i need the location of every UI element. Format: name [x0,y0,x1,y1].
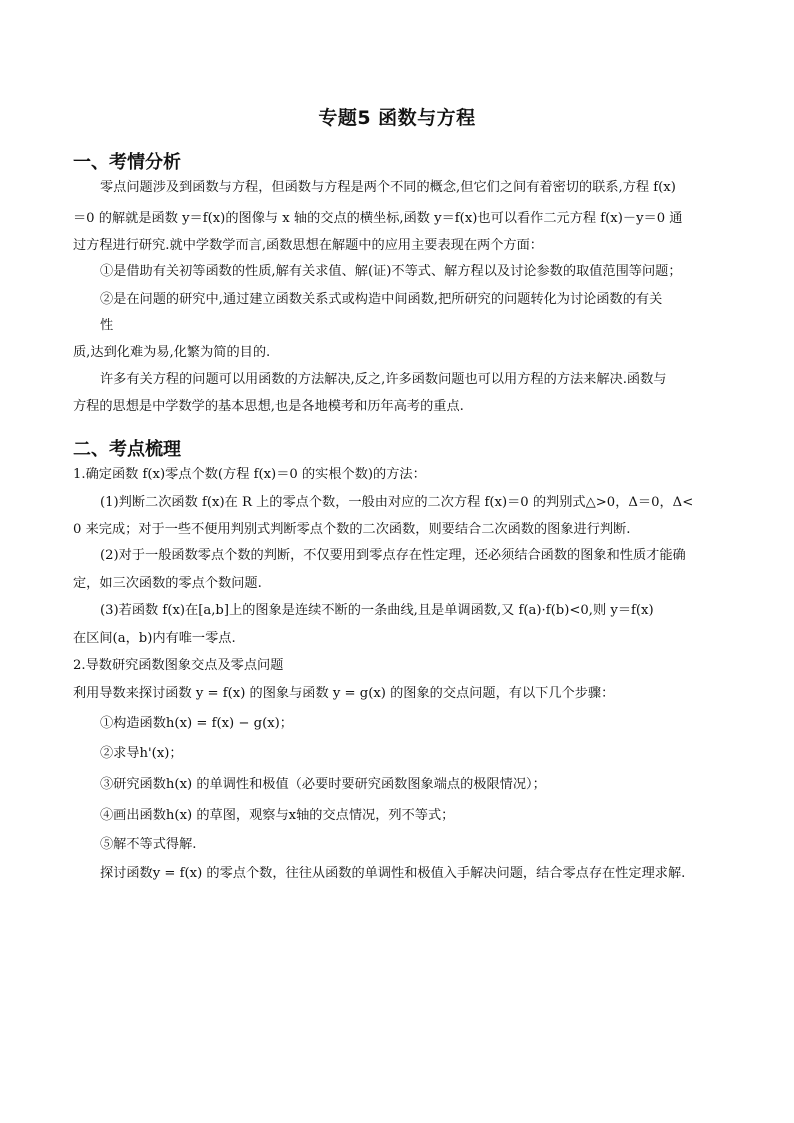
step-item: ②求导h'(x)； [100,746,183,761]
paragraph-line: 探讨函数y = f(x) 的零点个数，往往从函数的单调性和极值入手解决问题，结合零点存在性定理求解. [100,866,686,881]
list-item-heading: 1.确定函数 f(x)零点个数(方程 f(x)＝0 的实根个数)的方法： [73,467,426,482]
paragraph-line: 过方程进行研究.就中学数学而言,函数思想在解题中的应用主要表现在两个方面： [73,238,543,253]
step-item: ⑤解不等式得解. [100,837,197,852]
list-item-heading: 2.导数研究函数图象交点及零点问题 [73,658,284,673]
paragraph-line: 许多有关方程的问题可以用函数的方法解决,反之,许多函数问题也可以用方程的方法来解决.函数与 [100,372,667,387]
paragraph-line: ①是借助有关初等函数的性质,解有关求值、解(证)不等式、解方程以及讨论参数的取值范围等问题； [100,264,682,279]
paragraph-line: 零点问题涉及到函数与方程，但函数与方程是两个不同的概念,但它们之间有着密切的联系,方程 f(x) [100,180,676,195]
step-item: ④画出函数h(x) 的草图，观察与x轴的交点情况，列不等式； [100,808,455,823]
paragraph-line: (1)判断二次函数 f(x)在 R 上的零点个数，一般由对应的二次方程 f(x)＝0 的判别式△>0，Δ＝0，Δ< [100,495,694,510]
paragraph-line: 质,达到化难为易,化繁为简的目的. [73,345,271,360]
paragraph-line: (3)若函数 f(x)在[a,b]上的图象是连续不断的一条曲线,且是单调函数,又 f(a)·f(b)<0,则 y＝f(x) [100,603,654,618]
page-title: 专题5 函数与方程 [318,107,476,129]
paragraph-line: 0 来完成；对于一些不便用判别式判断零点个数的二次函数，则要结合二次函数的图象进行判断. [73,522,631,537]
paragraph-line: 性 [100,318,114,333]
paragraph-line: (2)对于一般函数零点个数的判断，不仅要用到零点存在性定理，还必须结合函数的图象和性质才能确 [100,548,686,563]
paragraph-line: 在区间(a，b)内有唯一零点. [73,631,236,646]
section-heading-points: 二、考点梳理 [73,439,181,460]
section-heading-analysis: 一、考情分析 [73,152,181,173]
step-item: ③研究函数h(x) 的单调性和极值（必要时要研究函数图象端点的极限情况）； [100,777,546,792]
paragraph-line: ＝0 的解就是函数 y＝f(x)的图像与 x 轴的交点的横坐标,函数 y＝f(x)也可以看作二元方程 f(x)－y＝0 通 [73,211,683,226]
paragraph-line: 方程的思想是中学数学的基本思想,也是各地模考和历年高考的重点. [73,399,464,414]
paragraph-line: 定，如三次函数的零点个数问题. [73,576,262,591]
paragraph-line: ②是在问题的研究中,通过建立函数关系式或构造中间函数,把所研究的问题转化为讨论函数的有关 [100,292,663,307]
step-item: ①构造函数h(x) = f(x) − g(x)； [100,716,293,731]
paragraph-line: 利用导数来探讨函数 y = f(x) 的图象与函数 y = g(x) 的图象的交点问题，有以下几个步骤： [73,686,615,701]
